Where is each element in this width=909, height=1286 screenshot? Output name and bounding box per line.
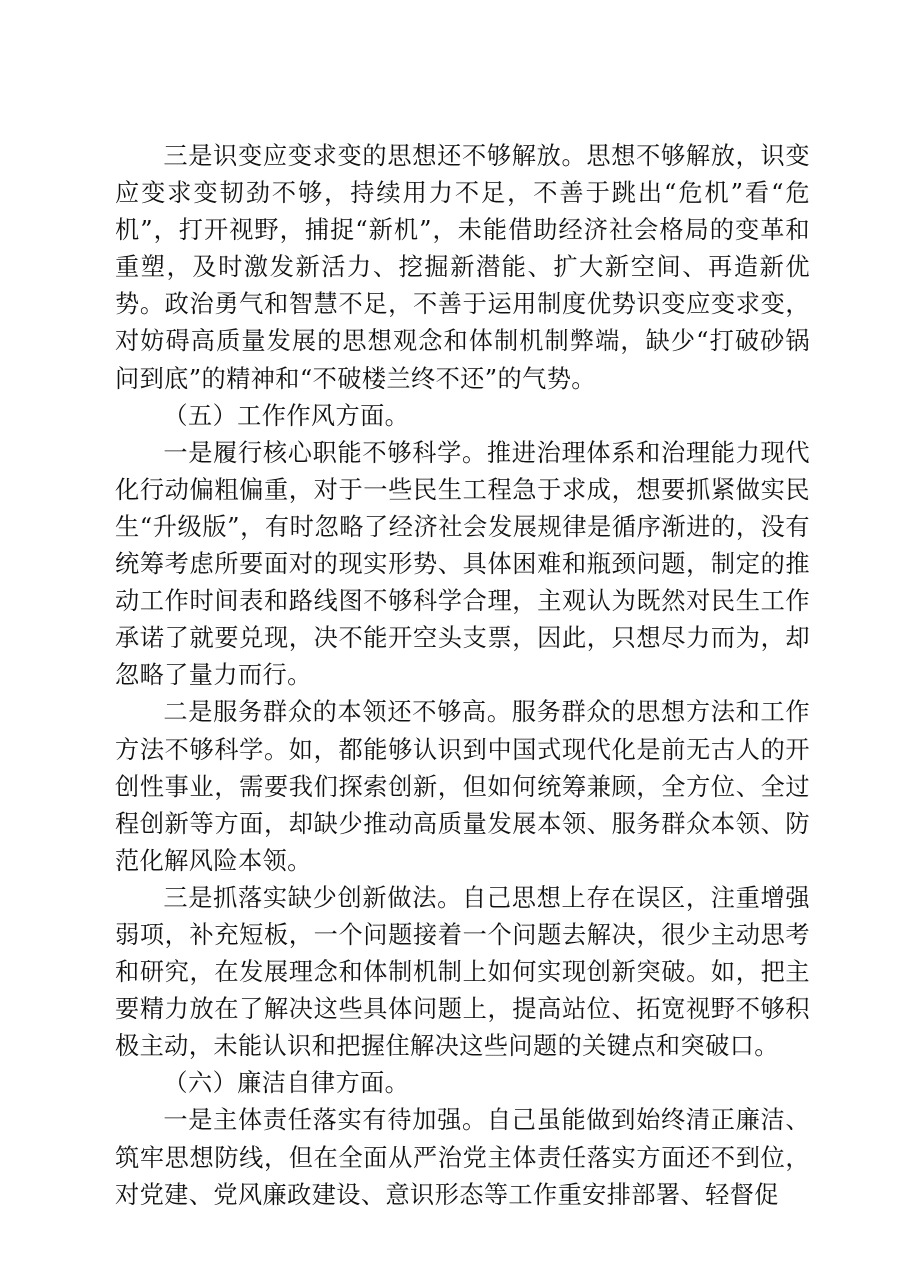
section-heading-work-style: （五）工作作风方面。 xyxy=(163,401,410,430)
paragraph-implementation-innovation: 三是抓落实缺少创新做法。自己思想上存在误区，注重增强弱项，补充短板，一个问题接着一个问题去解决，很少主动思考和研究，在发展理念和体制机制上如何实现创新突破。如，把主要精力放在了解决这些具体问题上，提高站位、拓宽视野不够积极主动，未能认识和把握住解决这些问题的关键点和突破口。 xyxy=(115,883,810,1061)
paragraph-main-responsibility: 一是主体责任落实有待加强。自己虽能做到始终清正廉洁、筑牢思想防线，但在全面从严治党主体责任落实方面还不到位，对党建、党风廉政建设、意识形态等工作重安排部署、轻督促 xyxy=(115,1106,810,1209)
paragraph-core-functions: 一是履行核心职能不够科学。推进治理体系和治理能力现代化行动偏粗偏重，对于一些民生工程急于求成，想要抓紧做实民生“升级版”，有时忽略了经济社会发展规律是循序渐进的，没有统筹考虑所要面对的现实形势、具体困难和瓶颈问题，制定的推动工作时间表和路线图不够科学合理，主观认为既然对民生工作承诺了就要兑现，决不能开空头支票，因此，只想尽力而为，却忽略了量力而行。 xyxy=(115,438,810,690)
paragraph-thinking-liberation: 三是识变应变求变的思想还不够解放。思想不够解放，识变应变求变韧劲不够，持续用力不足，不善于跳出“危机”看“危机”，打开视野，捕捉“新机”，未能借助经济社会格局的变革和重塑，及时激发新活力、挖掘新潜能、扩大新空间、再造新优势。政治勇气和智慧不足，不善于运用制度优势识变应变求变，对妨碍高质量发展的思想观念和体制机制弊端，缺少“打破砂锅问到底”的精神和“不破楼兰终不还”的气势。 xyxy=(115,142,810,393)
section-heading-integrity: （六）廉洁自律方面。 xyxy=(163,1069,410,1098)
document-body xyxy=(115,138,810,1214)
paragraph-serving-masses: 二是服务群众的本领还不够高。服务群众的思想方法和工作方法不够科学。如，都能够认识到中国式现代化是前无古人的开创性事业，需要我们探索创新，但如何统筹兼顾，全方位、全过程创新等方面，却缺少推动高质量发展本领、服务群众本领、防范化解风险本领。 xyxy=(115,698,810,875)
